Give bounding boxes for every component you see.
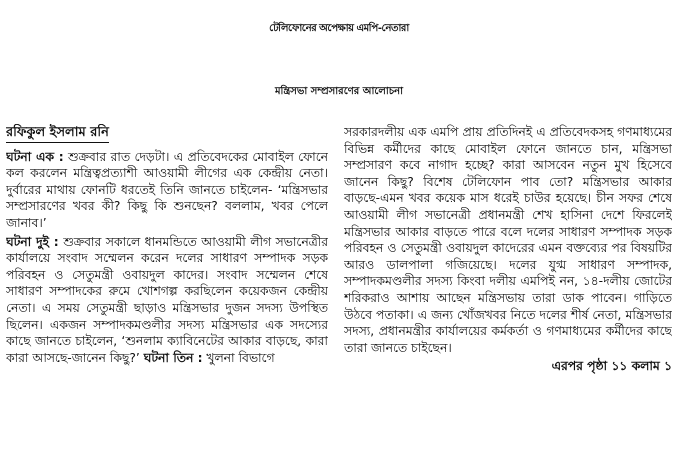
right-column-paragraph — [344, 124, 672, 356]
byline: রফিকুল ইসলাম রনি — [6, 125, 109, 143]
event-three-text: খুলনা বিভাগে — [202, 350, 275, 365]
continuation-row — [344, 358, 672, 375]
right-column-text: সরকারদলীয় এক এমপি প্রায় প্রতিদিনই এ প্রতিবেদকসহ গণমাধ্যমের বিভিন্ন কর্মীদের কাছে মোবাইল ফোনে জানতে চান, মন্ত্রিসভা সম্প্রসারণ কবে নাগাদ হচ্ছে? কারা আসবেন নতুন মুখ হিসেবে জানেন কিছু? বিশেষ টেলিফোন পাব তো? মন্ত্রিসভার আকার বাড়ছে-এমন খবর কয়েক মাস ধরেই চাউর হয়েছে। চীন সফর শেষে আওয়ামী লীগ সভানেত্রী প্রধানমন্ত্রী শেখ হাসিনা দেশে ফিরলেই মন্ত্রিসভার আকার বাড়তে পারে বলে দলের সাধারণ সম্পাদক সড়ক পরিবহন ও সেতুমন্ত্রী ওবায়দুল কাদেরের এমন বক্তব্যের পর বিষয়টির আরও ডালপালা গজিয়েছে। দলের যুগ্ম সাধারণ সম্পাদক, সম্পাদকমণ্ডলীর সদস্য কিংবা দলীয় এমপিই নন, ১৪-দলীয় জোটের শরিকরাও আশায় আছেন মন্ত্রিসভায় তারা ডাক পাবেন। গাড়িতে উঠবে পতাকা। এ জন্য খোঁজখবর নিতে দলের শীর্ষ নেতা, মন্ত্রিসভার সদস্য, প্রধানমন্ত্রীর কার্যালয়ের কর্মকর্তা ও গণমাধ্যমের কর্মীদের কাছে তারা জানতে চাইছেন। — [344, 125, 672, 355]
headline: টেলিফোনের অপেক্ষায় এমপি-নেতারা — [269, 23, 409, 34]
event-two-text: শুক্রবার সকালে ধানমন্ডিতে আওয়ামী লীগ সভানেত্রীর কার্যালয়ে সংবাদ সম্মেলন করেন দলের সাধারণ সম্পাদক সড়ক পরিবহন ও সেতুমন্ত্রী ওবায়দুল কাদের। সংবাদ সম্মেলন শেষে সাধারণ সম্পাদকের রুমে খোশগল্প করছিলেন কয়েকজন কেন্দ্রীয় নেতা। এ সময় সেতুমন্ত্রী ছাড়াও মন্ত্রিসভার দুজন সদস্য উপস্থিত ছিলেন। একজন সম্পাদকমণ্ডলীর সদস্য মন্ত্রিসভার এক সদস্যের কাছে জানতে চাইলেন, ‘শুনলাম ক্যাবিনেটের আকার বাড়ছে, কারা কারা আসছে-জানেন কিছু?’ — [6, 234, 328, 365]
event-one-text: শুক্রবার রাত দেড়টা। এ প্রতিবেদকের মোবাইল ফোনে কল করলেন মন্ত্রিত্বপ্রত্যাশী আওয়ামী লীগের এক কেন্দ্রীয় নেতা। দুর্বারের মাথায় ফোনটি ধরতেই তিনি জানতে চাইলেন- ‘মন্ত্রিসভার সম্প্রসারণের খবর কী? কিছু কি শুনছেন? বললাম, খবর পেলে জানাব।’ — [6, 149, 328, 230]
event-two-label: ঘটনা দুই : — [6, 234, 59, 249]
left-column — [6, 124, 328, 454]
paragraph-event-one — [6, 149, 328, 232]
paragraph-event-two — [6, 234, 328, 367]
subheadline: মন্ত্রিসভা সম্প্রসারণের আলোচনা — [274, 86, 404, 97]
continuation-note: এরপর পৃষ্ঠা ১১ কলাম ১ — [551, 359, 672, 374]
event-three-label: ঘটনা তিন : — [143, 350, 203, 365]
event-one-label: ঘটনা এক : — [6, 149, 64, 164]
right-column — [344, 124, 672, 454]
